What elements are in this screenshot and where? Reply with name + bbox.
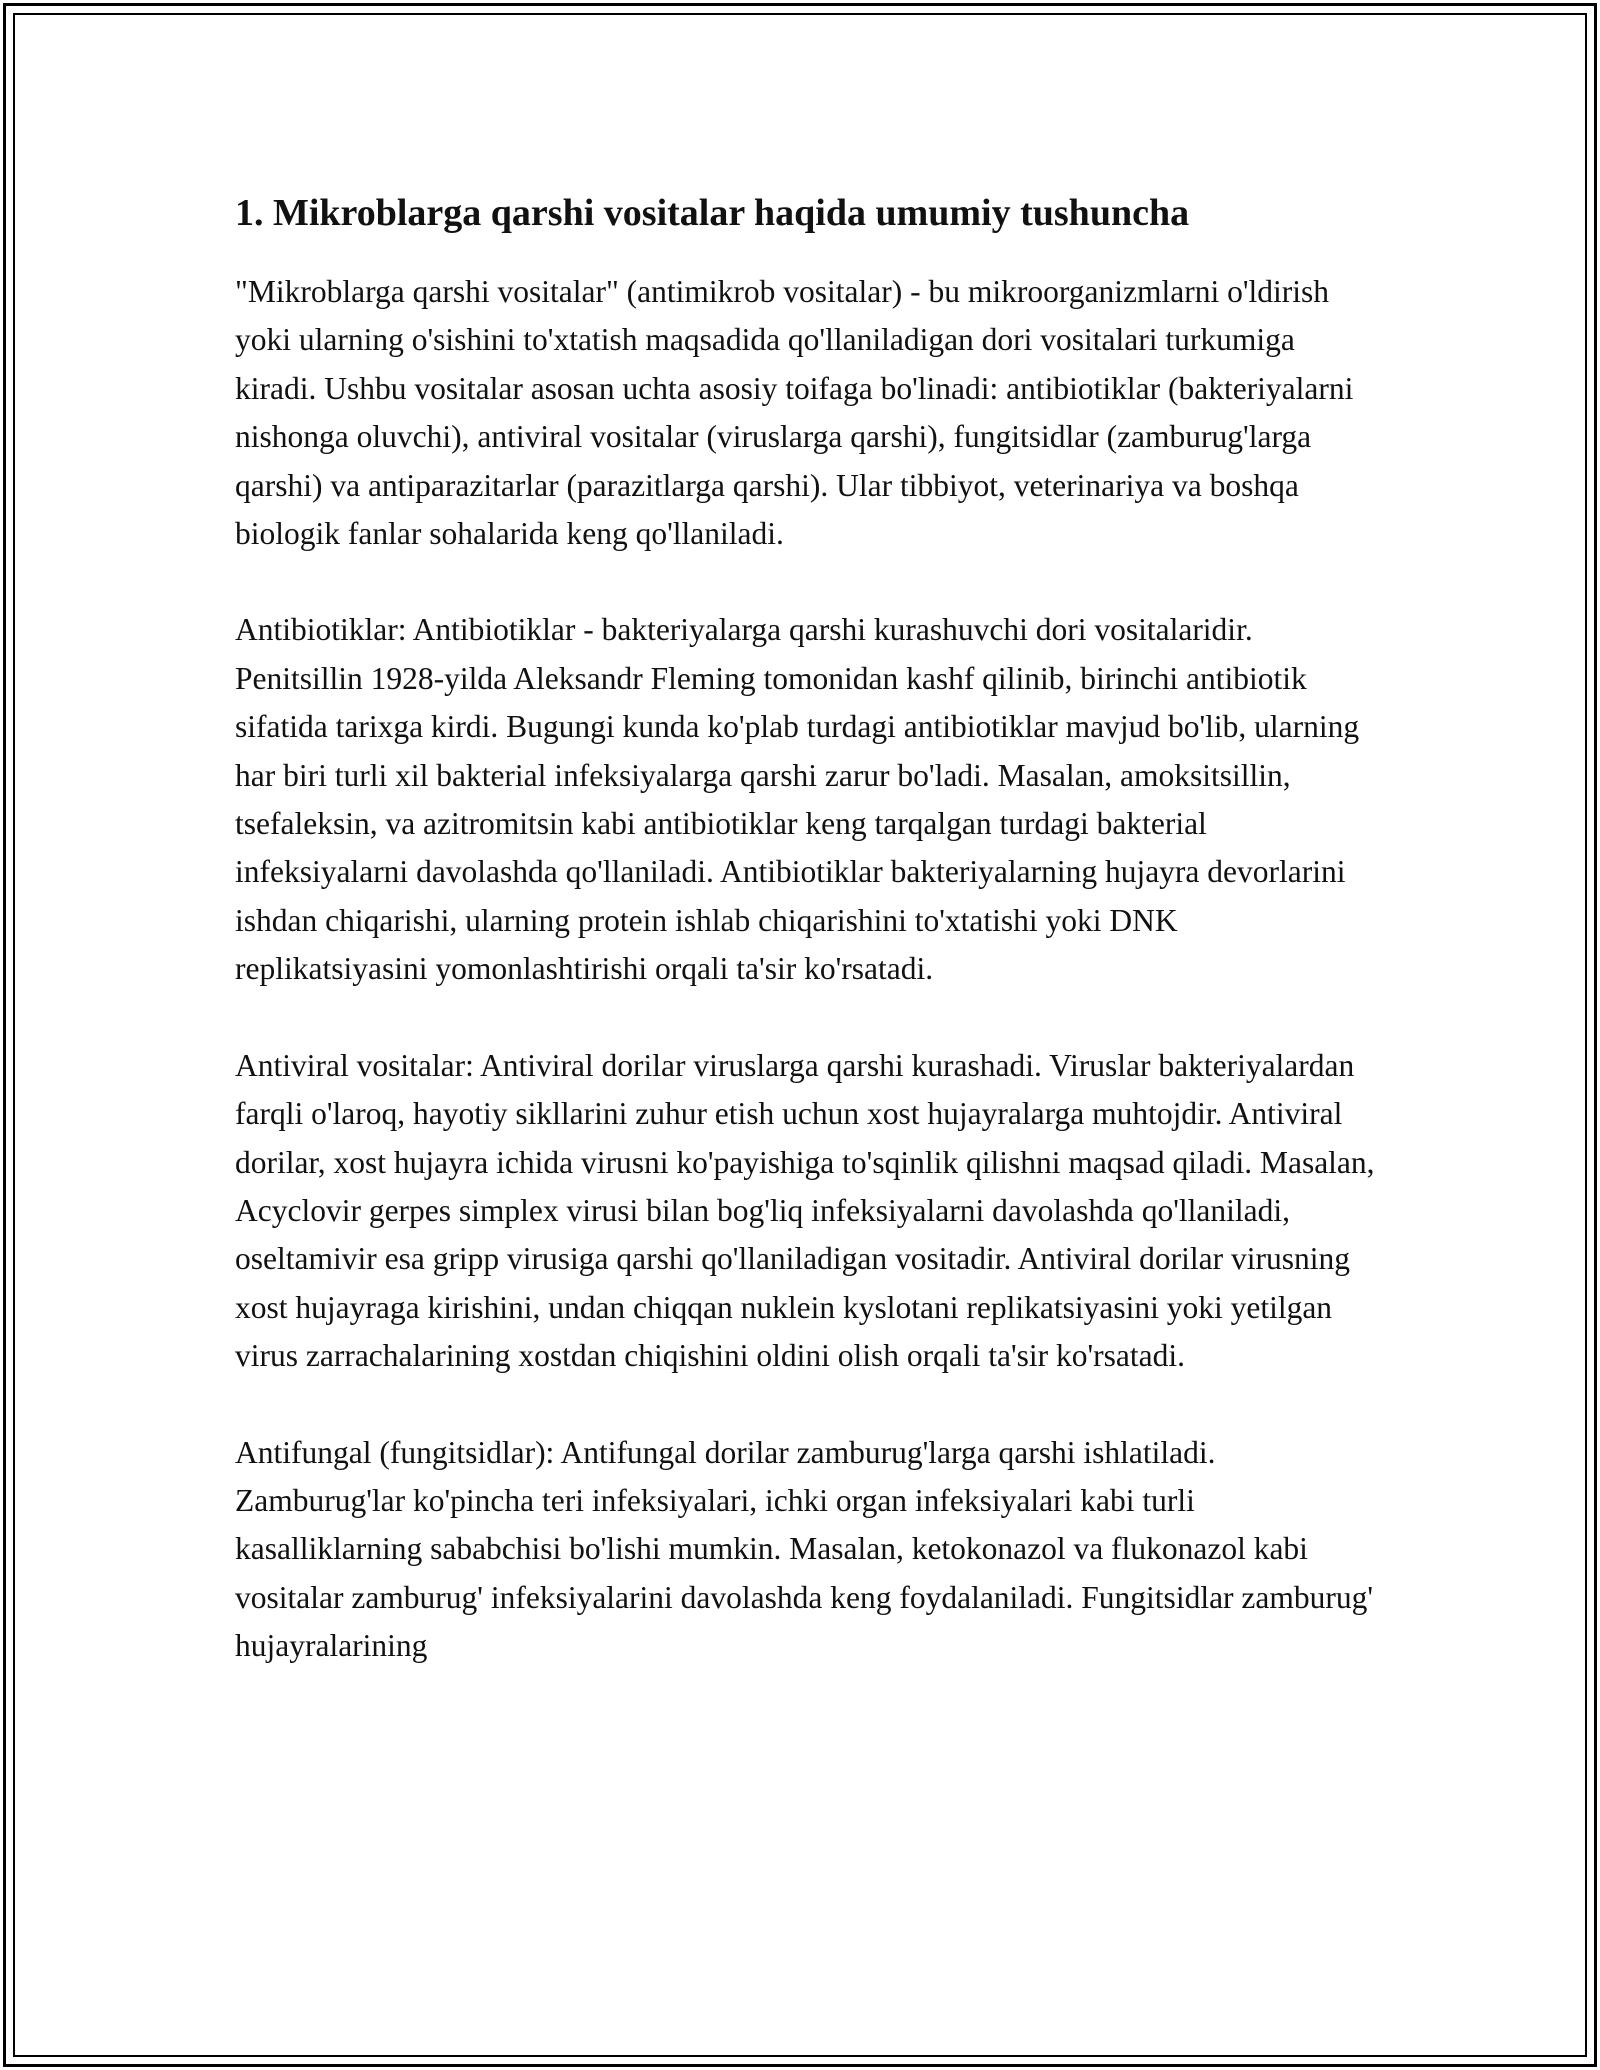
paragraph-intro: "Mikroblarga qarshi vositalar" (antimikrob vositalar) - bu mikroorganizmlarni o'ldirish yoki ularning o'sishini to'xtatish maqsadida qo'llaniladigan dori vositalari turkumiga kiradi. Ushbu vositalar asosan uchta asosiy toifaga bo'linadi: antibiotiklar (bakteriyalarni nishonga oluvchi), antiviral vositalar (viruslarga qarshi), fungitsidlar (zamburug'larga qarshi) va antiparazitarlar (parazitlarga qarshi). Ular tibbiyot, veterinariya va boshqa biologik fanlar sohalarida keng qo'llaniladi. xyxy=(235,274,1354,552)
document-title: 1. Mikroblarga qarshi vositalar haqida umumiy tushuncha xyxy=(235,192,1190,234)
document-body xyxy=(235,188,1375,1719)
paragraph-antivirals: Antiviral vositalar: Antiviral dorilar viruslarga qarshi kurashadi. Viruslar bakteriyalardan farqli o'laroq, hayotiy sikllarini zuhur etish uchun xost hujayralarga muhtojdir. Antiviral dorilar, xost hujayra ichida virusni ko'payishiga to'sqinlik qilishni maqsad qiladi. Masalan, Acyclovir gerpes simplex virusi bilan bog'liq infeksiyalarni davolashda qo'llaniladi, oseltamivir esa gripp virusiga qarshi qo'llaniladigan vositadir. Antiviral dorilar virusning xost hujayraga kirishini, undan chiqqan nuklein kyslotani replikatsiyasini yoki yetilgan virus zarrachalarining xostdan chiqishini oldini olish orqali ta'sir ko'rsatadi. xyxy=(235,1047,1375,1374)
paragraph-antifungals: Antifungal (fungitsidlar): Antifungal dorilar zamburug'larga qarshi ishlatiladi. Zamburug'lar ko'pincha teri infeksiyalari, ichki organ infeksiyalari kabi turli kasalliklarning sababchisi bo'lishi mumkin. Masalan, ketokonazol va flukonazol kabi vositalar zamburug' infeksiyalarini davolashda keng foydalaniladi. Fungitsidlar zamburug' hujayralarining xyxy=(235,1434,1374,1664)
paragraph-antibiotics: Antibiotiklar: Antibiotiklar - bakteriyalarga qarshi kurashuvchi dori vositalaridir. Penitsillin 1928-yilda Aleksandr Fleming tomonidan kashf qilinib, birinchi antibiotik sifatida tarixga kirdi. Bugungi kunda ko'plab turdagi antibiotiklar mavjud bo'lib, ularning har biri turli xil bakterial infeksiyalarga qarshi zarur bo'ladi. Masalan, amoksitsillin, tsefaleksin, va azitromitsin kabi antibiotiklar keng tarqalgan turdagi bakterial infeksiyalarni davolashda qo'llaniladi. Antibiotiklar bakteriyalarning hujayra devorlarini ishdan chiqarishi, ularning protein ishlab chiqarishini to'xtatishi yoki DNK replikatsiyasini yomonlashtirishi orqali ta'sir ko'rsatadi. xyxy=(235,612,1360,987)
